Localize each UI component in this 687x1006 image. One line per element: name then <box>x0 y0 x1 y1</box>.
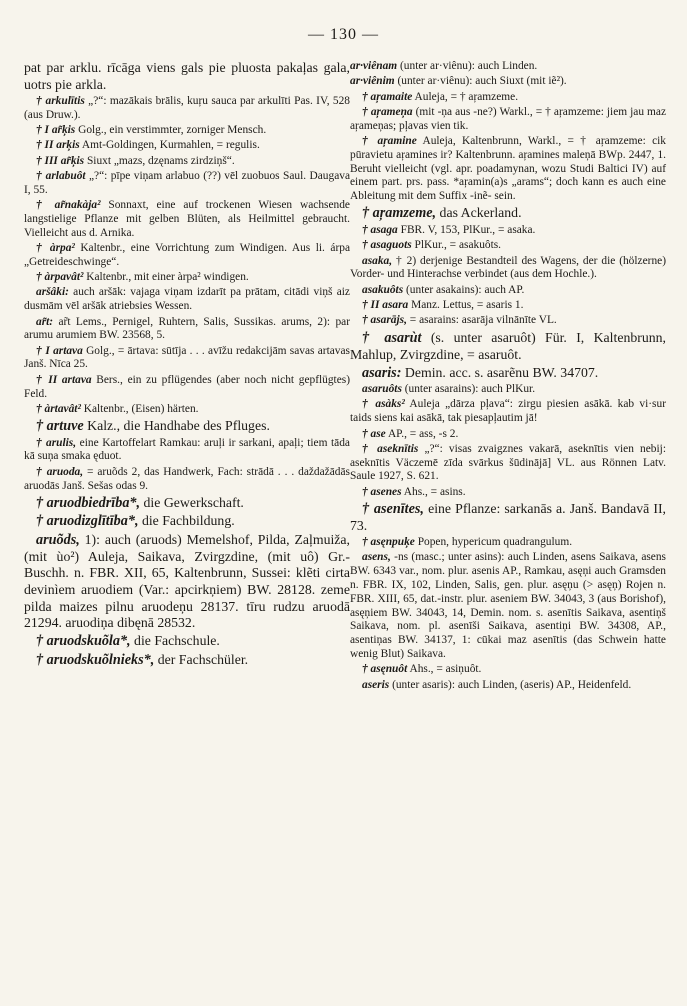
entry-text: (unter asakains): auch AP. <box>403 283 525 296</box>
dictionary-entry <box>350 255 666 283</box>
dictionary-entry <box>24 345 350 373</box>
dictionary-entry <box>24 199 350 240</box>
entry-text: eine Kartoffelart Ramkau: aruļi ir sarkani, apaļi; tiem tāda kā suņa smaka ęduot. <box>24 436 350 463</box>
entry-headword: † arulis, <box>36 436 77 449</box>
dictionary-entry <box>24 242 350 270</box>
entry-text: (mit -ņa aus -ne?) Warkl., = † aŗamzeme: jiem jau maz aŗameņas; pļavas vien tik. <box>350 105 666 132</box>
entry-headword: asakuôts <box>362 283 404 296</box>
entry-text: Golg., ein verstimmter, zorniger Mensch. <box>75 124 267 137</box>
entry-text: Golg., = ārtava: sūtīja . . . avīžu redakcijām savas artavas Janš. Nīca 25. <box>24 344 350 371</box>
dictionary-entry <box>24 532 350 632</box>
entry-headword: † aruodskuõlnieks*, <box>36 651 155 668</box>
entry-headword: † aruodizglītība*, <box>36 513 139 530</box>
dictionary-entry <box>24 155 350 169</box>
entry-headword: † aŗamaite <box>362 90 413 103</box>
entry-headword: † asęnuôt <box>362 663 408 676</box>
entry-headword: ar·viênam <box>350 60 398 72</box>
dictionary-entry <box>24 316 350 344</box>
entry-headword: † asarājs, <box>362 314 407 327</box>
entry-text: Manz. Lettus, = asaris 1. <box>408 298 524 311</box>
entry-text: Ahs., = asiņuôt. <box>407 663 482 676</box>
dictionary-entry <box>24 513 350 530</box>
entry-headword: asens, <box>362 551 391 564</box>
entry-text: „?“: mazākais brālis, kuŗu sauca par arkulīti Pas. IV, 528 (aus Druw.). <box>24 95 350 121</box>
entry-headword: † asàks² <box>362 398 405 411</box>
dictionary-entry <box>350 365 666 382</box>
right-column <box>350 60 666 694</box>
entry-text: die Fachbildung. <box>138 513 235 529</box>
dictionary-entry <box>350 106 666 134</box>
entry-text: Siuxt „mazs, dzęnams zirdziņš“. <box>84 154 235 167</box>
dictionary-entry <box>350 91 666 105</box>
dictionary-entry <box>350 284 666 298</box>
page-number: — 130 — <box>308 26 379 43</box>
dictionary-entry <box>350 501 666 535</box>
entry-headword: † aruodskuõla*, <box>36 633 131 650</box>
entry-text: AP., = ass, -s 2. <box>385 427 459 440</box>
entry-text: eine Pflanze: sarkanās a. Janš. Bandavā II, 73. <box>350 501 666 534</box>
entry-headword: † asaguots <box>362 239 412 252</box>
entry-text: Ahs., = asins. <box>401 485 466 498</box>
entry-text: FBR. V, 153, PlKur., = asaka. <box>397 224 536 236</box>
entry-text: Auleja, Kaltenbrunn, Warkl., = † aŗamzeme: cik pūravietu aŗamines ir? Kaltenbrunn. aŗamines maleņā BWp. 2447, 1. Beruht vielleicht (vgl. apr. poadamynan, wozu Studi Baltici IV) auf einem part. prs. pass. *aŗamin(a)s „arams“; doch kann es auch eine Ableitung mit dem Suffix -inẽ- sein. <box>350 134 666 203</box>
entry-headword: † àrpa² <box>36 242 75 255</box>
entry-headword: † asenes <box>362 485 402 498</box>
entry-text: pat par arklu. rīcāga viens gals pie pluosta pakaļas gala, uotrs pie arkla. <box>24 60 350 93</box>
dictionary-entry <box>24 495 350 512</box>
dictionary-entry <box>24 652 350 669</box>
entry-text: „?“: visas zvaigznes vakarā, aseknītis vien nebij: aseknītis Väczemē zīda svārkus šūdinājā] VL. aus Rönnen Latv. Saule 1927, S. 621. <box>350 442 666 483</box>
entry-text: 1): auch (aruods) Memelshof, Pilda, Zaļmuiža, (mit ùo²) Auleja, Saikava, Zvirgzdine, (mit uô) Gr.-Buschh. n. FBR. XII, 65, Kaltenbrunn, Sussei: klẽti cirta devinìem aruodiem (Var.: apcirkņiem) BW. 28128. zeme pilda maizes pilnu aruodeņu 28137. tīru rudzu aruodā 21294. aruodiņa dibęnā 28532. <box>24 531 350 631</box>
left-column <box>24 60 350 670</box>
dictionary-entry <box>24 633 350 650</box>
entry-text: -ns (masc.; unter asins): auch Linden, asens Saikava, asens BW. 6343 var., nom. plur. asenis AP., Ramkau, asęņi auch Gramsden n. FBR. IX, 102, Linden, Salis, gen. plur. asęņu (> asęņ) Rojen n. FBR. XIII, 65, dat.-instr. plur. aseniem BW. 34043, 3 (aus Borishof), asęņiem BW. 34043, 14, Demin. nom. s. asenītis Saikava, asentiņš Saikava, nom. pl. asenīši Saikava, asentiņi BW. 34308, AP., asentiņas BW. 34137, 1: cūkai maz asenītis (das Schwein hatte wenig Blut) Saikava. <box>350 551 666 661</box>
dictionary-entry <box>24 95 350 123</box>
entry-text: = aruõds 2, das Handwerk, Fach: strādā . . . daždažādās aruodās Janš. Sešas odas 9. <box>24 465 350 492</box>
entry-headword: † asarùt <box>362 329 422 346</box>
entry-headword: aršâki: <box>36 286 69 299</box>
dictionary-entry <box>350 383 666 397</box>
entry-text: PlKur., = asakuôts. <box>411 239 502 252</box>
entry-text: (s. unter asaruôt) Für. I, Kaltenbrunn, Mahlup, Zvirgzdine, = asaruôt. <box>350 329 667 362</box>
entry-headword: † aŗamine <box>362 134 417 147</box>
entry-headword: † asęnpuķe <box>362 536 415 549</box>
dictionary-entry <box>350 443 666 484</box>
entry-text: Kaltenbr., mit einer àrpa² windigen. <box>83 271 249 284</box>
entry-headword: † arkulītis <box>36 95 85 108</box>
entry-headword: ar̃t: <box>36 315 54 328</box>
entry-headword: † aŗamzeme, <box>362 205 437 222</box>
entry-headword: † asenītes, <box>362 501 424 518</box>
dictionary-entry <box>24 60 350 94</box>
dictionary-entry <box>350 299 666 313</box>
dictionary-entry <box>350 679 666 693</box>
entry-text: Bers., ein zu pflügendes (aber noch nicht gepflügtes) Feld. <box>24 373 350 400</box>
dictionary-entry <box>350 330 666 364</box>
entry-headword: † aruodbiedrība*, <box>36 494 141 511</box>
dictionary-entry <box>24 466 350 494</box>
entry-text: (unter asaris): auch Linden, (aseris) AP., Heidenfeld. <box>389 678 632 691</box>
entry-text: auch aršāk: vajaga viņam izdarīt pa prātam, citādi viņš aiz dusmām vēl aršāk atriebsies Wessen. <box>24 286 350 313</box>
entry-headword: † àrpavât² <box>36 271 84 284</box>
dictionary-entry <box>24 437 350 465</box>
dictionary-entry <box>24 271 350 285</box>
entry-text: der Fachschüler. <box>154 651 249 667</box>
entry-text: die Fachschule. <box>130 633 220 649</box>
dictionary-entry <box>350 239 666 253</box>
entry-text: Amt-Goldingen, Kurmahlen, = regulis. <box>79 139 260 152</box>
dictionary-entry <box>24 139 350 153</box>
dictionary-entry <box>350 663 666 677</box>
entry-text: (unter ar·viênu): auch Linden. <box>397 60 538 72</box>
entry-headword: † I artava <box>36 344 83 357</box>
dictionary-entry <box>350 60 666 74</box>
entry-text: Kaltenbr., (Eisen) härten. <box>80 402 199 415</box>
dictionary-entry <box>24 374 350 402</box>
dictionary-entry <box>350 224 666 238</box>
entry-headword: † aŗameņa <box>362 105 413 118</box>
entry-headword: † ase <box>362 427 386 440</box>
dictionary-entry <box>350 398 666 426</box>
dictionary-entry <box>350 551 666 661</box>
entry-text: (unter ar·viênu): auch Siuxt (mit iẽ²). <box>394 75 567 88</box>
entry-text: Auleja „dārza pļava“: zirgu piesien asākā. kab vi·sur taids siens kai asākā, tak piesapļautim jā! <box>350 398 666 425</box>
dictionary-entry <box>24 286 350 314</box>
entry-headword: † II artava <box>36 373 92 386</box>
entry-headword: † II asara <box>362 298 409 311</box>
entry-headword: asaka, <box>362 254 393 267</box>
dictionary-entry <box>350 75 666 89</box>
dictionary-entry <box>350 314 666 328</box>
entry-headword: asaruôts <box>362 383 402 396</box>
dictionary-entry <box>24 418 350 435</box>
entry-headword: † artuve <box>36 418 84 435</box>
entry-headword: aseris <box>362 678 390 691</box>
entry-text: das Ackerland. <box>436 205 522 221</box>
entry-headword: † aseknītis <box>362 442 419 455</box>
entry-text: = asarains: asarāja vilnānīte VL. <box>406 314 557 327</box>
entry-text: Sonnaxt, eine auf trockenen Wiesen wachsende langstielige Pflanze mit gelben Blüten, als Heilmittel gebraucht. Vielleicht aus d. Arnika. <box>24 199 350 239</box>
entry-text: (unter asarains): auch PlKur. <box>401 383 536 396</box>
dictionary-entry <box>350 205 666 222</box>
entry-text: „?“: pīpe viņam arlabuo (??) vēl zuobuos Saul. Daugava I, 55. <box>24 170 351 196</box>
entry-headword: asaris: <box>362 364 402 381</box>
entry-headword: † II arķis <box>36 139 80 152</box>
dictionary-entry <box>24 403 350 417</box>
entry-headword: † asaga <box>362 224 398 236</box>
dictionary-entry <box>24 124 350 138</box>
entry-headword: ar·viênim <box>350 75 395 88</box>
dictionary-entry <box>350 135 666 204</box>
dictionary-entry <box>350 486 666 500</box>
entry-headword: † arlabuôt <box>36 170 86 183</box>
dictionary-entry <box>350 536 666 550</box>
entry-text: die Gewerkschaft. <box>140 494 244 510</box>
entry-text: † 2) derjenige Bestandteil des Wagens, der die (hölzerne) Vorder- und Hinterachse verbindet (aus dem Hochle.). <box>350 254 666 281</box>
dictionary-entry <box>350 428 666 442</box>
entry-headword: † III ar̃ķis <box>36 154 85 167</box>
entry-text: Popen, hypericum quadrangulum. <box>414 536 573 549</box>
entry-text: Demin. acc. s. asarẽnu BW. 34707. <box>401 364 599 380</box>
entry-text: Kalz., die Handhabe des Pfluges. <box>83 418 270 434</box>
entry-headword: † I ar̃ķis <box>36 124 76 137</box>
entry-text: Auleja, = † aŗamzeme. <box>412 90 519 103</box>
entry-headword: † àrtavât² <box>36 402 81 415</box>
entry-text: ar̃t Lems., Pernigel, Ruhtern, Salis, Sussikas. arums, 2): par arumu arumiem BW. 23568, 5. <box>24 315 350 342</box>
entry-headword: aruõds, <box>36 531 80 548</box>
entry-headword: † aruoda, <box>36 465 84 478</box>
dictionary-entry <box>24 170 350 198</box>
entry-text: Kaltenbr., eine Vorrichtung zum Windigen. Aus li. árpa „Getreideschwinge“. <box>24 242 350 268</box>
entry-headword: † ar̃nakàja² <box>36 199 101 212</box>
